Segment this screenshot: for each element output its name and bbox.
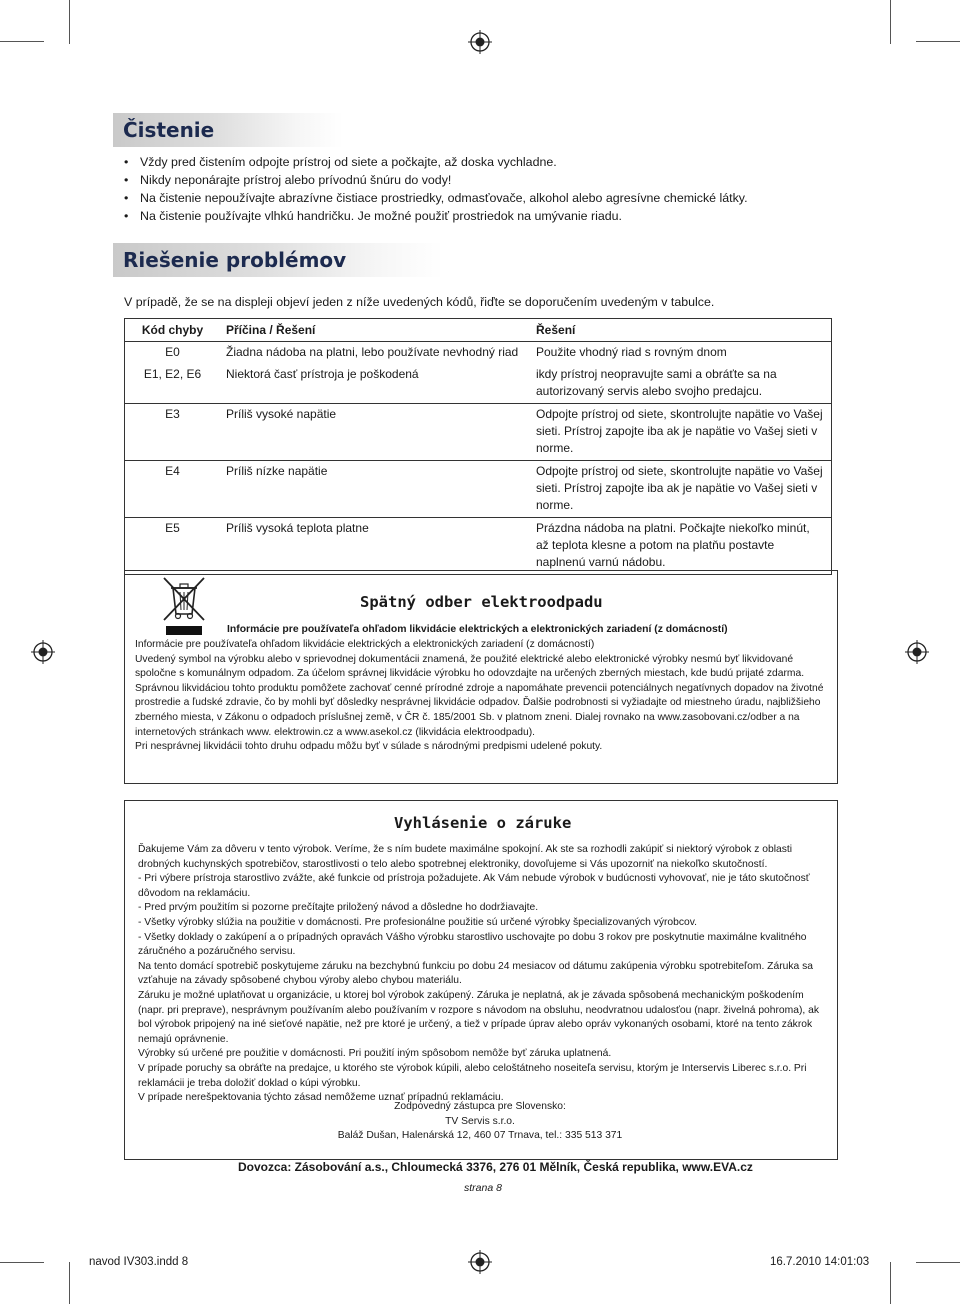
table-row bbox=[125, 518, 832, 575]
paragraph: - Pred prvým použitím si pozorne prečítajte priložený návod a dôsledne ho dodržiavajte. bbox=[138, 902, 539, 914]
error-code: E3 bbox=[125, 404, 221, 461]
troubleshooting-intro: V prípadě, že se na displeji objeví jeden z níže uvedených kódů, řiďte se doporučením uvedeným v tabulce. bbox=[124, 295, 715, 309]
error-cause: Príliš vysoká teplota platne bbox=[220, 518, 530, 575]
error-solution: Použite vhodný riad s rovným dnom bbox=[536, 345, 727, 359]
registration-mark-icon bbox=[905, 640, 929, 664]
crop-mark bbox=[0, 41, 44, 42]
paragraph: Pri nesprávnej likvidácii tohto druhu odpadu môžu byť v súlade s národnými predpismi udelené pokuty. bbox=[135, 741, 603, 753]
weee-black-bar bbox=[166, 626, 202, 635]
error-cause: Príliš nízke napätie bbox=[220, 461, 530, 518]
error-code: E1, E2, E6 bbox=[143, 367, 202, 381]
paragraph: Uvedený symbol na výrobku alebo v sprievodnej dokumentácii znamená, že použité elektrické alebo elektronické výrobky nesmú byť likvidované spoločne s komunálnym odpadom. Za účelom správnej likvidácie výrobku ho odovzdajte na určených zberných miestach, kde budú prijaté zdarma. bbox=[135, 653, 805, 680]
cleaning-list bbox=[120, 153, 748, 225]
error-cause: Žiadna nádoba na platni, lebo používate nevhodný riad bbox=[226, 345, 519, 359]
error-solution: Odpojte prístroj od siete, skontrolujte napätie vo Vašej sieti. Prístroj zapojte iba ak je napätie vo Vašej sieti v norme. bbox=[530, 404, 832, 461]
crop-mark bbox=[916, 1262, 960, 1263]
slug-filename: navod IV303.indd 8 bbox=[89, 1256, 189, 1268]
registration-mark-icon bbox=[31, 640, 55, 664]
error-code: E0 bbox=[165, 345, 180, 359]
page-number: strana 8 bbox=[464, 1182, 502, 1194]
contact-line: TV Servis s.r.o. bbox=[445, 1115, 515, 1127]
crop-mark bbox=[69, 0, 70, 44]
error-code: E5 bbox=[125, 518, 221, 575]
warranty-text bbox=[138, 843, 828, 1106]
paragraph: V prípade poruchy sa obráťte na predajce, u ktorého ste výrobok kúpili, alebo celoštátneho noseiteľa servisu, ktorým je Interservis Liberec s.r.o. Pri reklamácii je treba doložiť doklad o kúpi výrobku. bbox=[138, 1062, 807, 1089]
table-row bbox=[125, 404, 832, 461]
table-row bbox=[125, 364, 832, 404]
table-row bbox=[125, 342, 832, 365]
column-header: Kód chyby bbox=[125, 319, 221, 342]
error-solution: Prázdna nádoba na platni. Počkajte niekoľko minút, až teplota klesne a potom na platňu postavte naplnenú varnú nádobu. bbox=[530, 518, 832, 575]
column-header: Příčina / Řešení bbox=[220, 319, 530, 342]
paragraph: Výrobky sú určené pre použitie v domácnosti. Pri použití iným spôsobom nemôže byť záruka uplatnená. bbox=[138, 1048, 612, 1060]
paragraph: Správnou likvidáciou tohto produktu pomôžete zachovať cenné prírodné zdroje a napomáhate prevencii potenciálnych negatívnych dopadov na životné prostredie a ľudské zdravie, čo by mohli byť dôsledky nesprávnej likvidácie odpadov. Ďalšie podrobnosti si vyžiadajte od miestneho úradu, najbližšieho zberného miesta, v Zákonu o odpadoch príslušnej země, v ČR č. 185/2001 Sb. v platnom zneni. Dialej rovnako na www.zasobovani.cz/odber a na internetových stránkach www. elektrowin.cz a www.asekol.cz (likvidácia elektroodpadu). bbox=[135, 682, 824, 738]
column-header: Řešení bbox=[530, 319, 832, 342]
error-code: E4 bbox=[125, 461, 221, 518]
error-cause: Niektorá časť prístroja je poškodená bbox=[226, 367, 419, 381]
paragraph: - Pri výbere prístroja starostlivo zvážte, aké funkcie od prístroja požadujete. Ak Vám nebude výrobok v budúcnosti vyhovovať, nie je táto skutočnosť dôvodom na reklamáciu. bbox=[138, 873, 810, 899]
error-solution: Odpojte prístroj od siete, skontrolujte napätie vo Vašej sieti. Prístroj zapojte iba ak je napätie vo Vašej sieti v norme. bbox=[530, 461, 832, 518]
slug-timestamp: 16.7.2010 14:01:03 bbox=[770, 1256, 870, 1268]
paragraph: V prípade nerešpektovania týchto zásad nemôžeme uznať prípadnú reklamáciu. bbox=[138, 1092, 504, 1104]
weee-text bbox=[135, 638, 829, 755]
paragraph: - Všetky doklady o zakúpení a o prípadných opravách Vášho výrobku starostlivo uschovajte po dobu 3 rokov pre poskytnutie maximálne kvalitného záručného a pozáručného servisu. bbox=[138, 931, 807, 958]
list-item: • Na čistenie používajte vlhkú handričku. Je možné použiť prostriedok na umývanie riadu. bbox=[120, 207, 748, 225]
error-solution: ikdy prístroj neopravujte sami a obráťte sa na autorizovaný servis alebo svojho predajcu. bbox=[536, 367, 777, 398]
list-item: • Na čistenie nepoužívajte abrazívne čistiace prostriedky, odmasťovače, alkohol alebo agresívne chemické látky. bbox=[120, 189, 748, 207]
crop-mark bbox=[890, 1262, 891, 1304]
paragraph: Informácie pre používateľa ohľadom likvidácie elektrických a elektronických zariadení (z domácností) bbox=[135, 639, 595, 650]
list-item: • Nikdy neponárajte prístroj alebo prívodnú šnúru do vody! bbox=[120, 171, 748, 189]
cleaning-heading: Čistenie bbox=[113, 113, 343, 147]
registration-mark-icon bbox=[468, 1250, 492, 1274]
paragraph: - Všetky výrobky slúžia na použitie v domácnosti. Pre profesionálne použitie sú určené výrobky špecializovaných výrobcov. bbox=[138, 916, 697, 928]
warranty-title: Vyhlásenie o záruke bbox=[394, 814, 572, 832]
list-item: • Vždy pred čistením odpojte prístroj od siete a počkajte, až doska vychladne. bbox=[120, 153, 748, 171]
table-row bbox=[125, 461, 832, 518]
paragraph: Záruku je možné uplatňovat u organizácie, u ktorej bol výrobok zakúpený. Záruka je neplatná, ak je závada spôsobená mechanickým poškodením (napr. pri preprave), nesprávnym používaním alebo používaním v rozpore s návodom na obsluhu, neodvratnou udalosťou (napr. živelná pohroma), ak bol výrobok pripojený na iné sieťové napätie, než pre ktoré je určený, a tiež v prípade úprav alebo opráv vykonaných osobami, ktoré na tento zákrok nemajú oprávnenie. bbox=[138, 989, 819, 1045]
contact-line: Zodpovedný zástupca pre Slovensko: bbox=[394, 1101, 566, 1112]
weee-subtitle: Informácie pre používateľa ohľadom likvidácie elektrických a elektronických zariadení (z domácností) bbox=[227, 624, 728, 635]
crop-mark bbox=[0, 1262, 44, 1263]
crop-mark bbox=[890, 0, 891, 44]
paragraph: Na tento domácí spotrebič poskytujeme záruku na bezchybnú funkciu po dobu 24 mesiacov od dátumu zakúpenia výrobku spotrebiteľom. Záruka sa vzťahuje na závady spôsobené chybou výroby alebo chybou materiálu. bbox=[138, 960, 813, 987]
contact-line: Baláž Dušan, Halenárská 12, 460 07 Trnava, tel.: 335 513 371 bbox=[337, 1130, 623, 1142]
crop-mark bbox=[69, 1262, 70, 1304]
warranty-contact bbox=[280, 1100, 680, 1144]
troubleshooting-heading: Riešenie problémov bbox=[113, 243, 443, 277]
crop-mark bbox=[916, 41, 960, 42]
crossed-bin-icon bbox=[162, 576, 206, 622]
importer-line: Dovozca: Zásobování a.s., Chloumecká 3376, 276 01 Mělník, Česká republika, www.EVA.cz bbox=[238, 1160, 753, 1174]
error-cause: Príliš vysoké napätie bbox=[220, 404, 530, 461]
registration-mark-icon bbox=[468, 30, 492, 54]
error-code-table bbox=[124, 318, 832, 575]
weee-title: Spätný odber elektroodpadu bbox=[360, 593, 603, 611]
paragraph: Ďakujeme Vám za dôveru v tento výrobok. Veríme, že s ním budete maximálne spokojní. Ak ste sa rozhodli zakúpiť si niektorý výrobok z oblasti drobných kuchynských spotrebičov, starostlivosti o telo alebo spotrebnej elektroniky, dovoľujeme si Vás upozorniť na niekoľko skutočností. bbox=[138, 844, 793, 870]
